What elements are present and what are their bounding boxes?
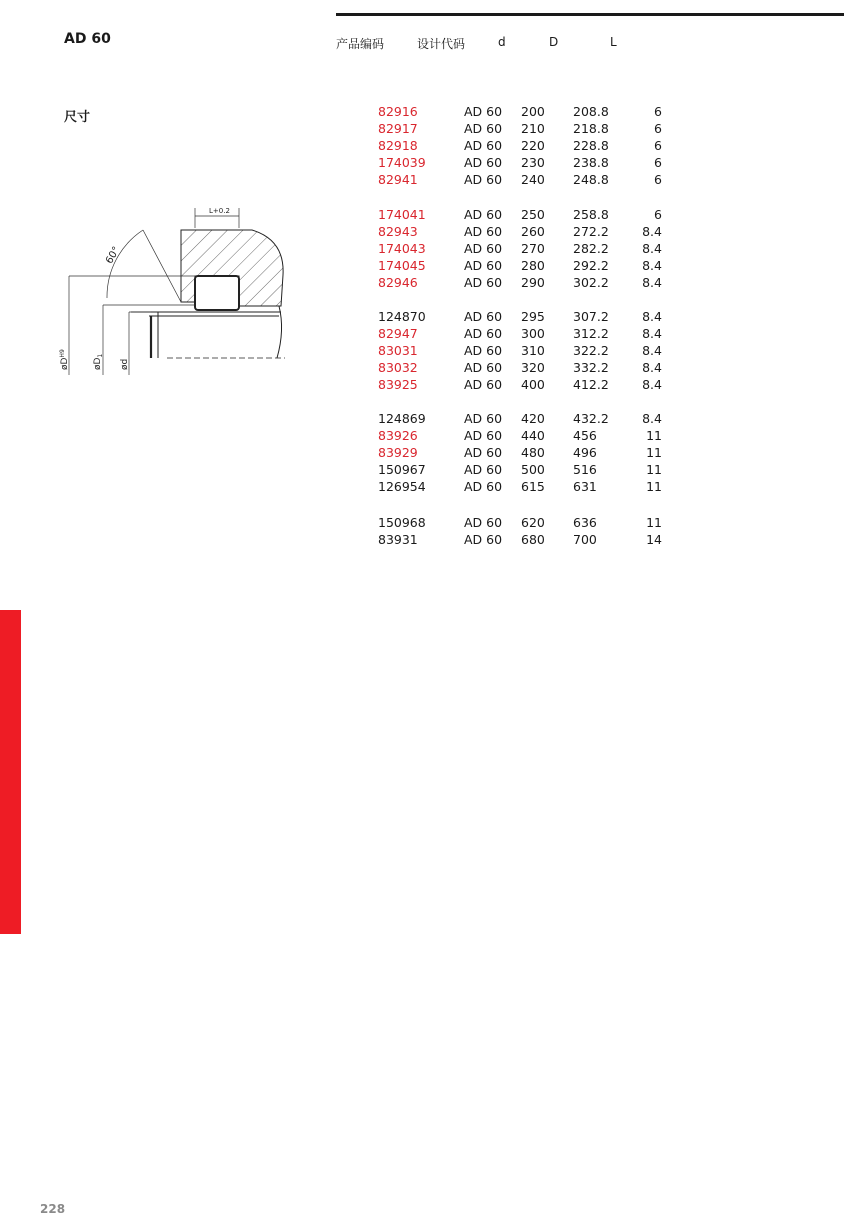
inner-diameter-cell: 280: [521, 258, 545, 273]
design-code-cell: AD 60: [464, 258, 503, 273]
section-color-tab: [0, 610, 21, 934]
inner-diameter-cell: 400: [521, 377, 545, 392]
inner-diameter-cell: 615: [521, 479, 545, 494]
inner-diameter-cell: 300: [521, 326, 545, 341]
design-code-cell: AD 60: [464, 275, 503, 290]
header-rule: [336, 13, 844, 16]
product-code-cell[interactable]: 82946: [378, 275, 418, 290]
dim-d-label: ød: [120, 358, 130, 370]
inner-diameter-cell: 290: [521, 275, 545, 290]
outer-diameter-cell: 332.2: [573, 360, 609, 375]
width-cell: 8.4: [642, 326, 662, 341]
design-code-cell: AD 60: [464, 224, 503, 239]
inner-diameter-cell: 230: [521, 155, 545, 170]
inner-diameter-cell: 480: [521, 445, 545, 460]
product-code-cell[interactable]: 83032: [378, 360, 418, 375]
angle-label: 60°: [104, 244, 123, 266]
product-code-cell[interactable]: 174041: [378, 207, 426, 222]
width-cell: 14: [646, 532, 662, 547]
design-code-cell: AD 60: [464, 411, 503, 426]
table-row: [0, 342, 857, 359]
inner-diameter-cell: 260: [521, 224, 545, 239]
outer-diameter-cell: 432.2: [573, 411, 609, 426]
table-row: [0, 171, 857, 188]
dimensions-label: 尺寸: [64, 110, 91, 125]
product-code-cell[interactable]: 83929: [378, 445, 418, 460]
inner-diameter-cell: 620: [521, 515, 545, 530]
inner-diameter-cell: 500: [521, 462, 545, 477]
design-code-cell: AD 60: [464, 343, 503, 358]
outer-diameter-cell: 412.2: [573, 377, 609, 392]
design-code-cell: AD 60: [464, 326, 503, 341]
table-row: [0, 461, 857, 478]
inner-diameter-cell: 270: [521, 241, 545, 256]
inner-diameter-cell: 295: [521, 309, 545, 324]
dim-L-label: L: [209, 207, 213, 215]
width-cell: 6: [654, 172, 662, 187]
inner-diameter-cell: 320: [521, 360, 545, 375]
table-row: [0, 478, 857, 495]
product-code-cell[interactable]: 82941: [378, 172, 418, 187]
width-cell: 11: [646, 479, 662, 494]
product-code-cell: 150967: [378, 462, 426, 477]
width-cell: 8.4: [642, 309, 662, 324]
design-code-cell: AD 60: [464, 241, 503, 256]
outer-diameter-cell: 248.8: [573, 172, 609, 187]
table-row: [0, 103, 857, 120]
table-row: [0, 325, 857, 342]
header-product-code: 产品编码: [336, 37, 385, 51]
inner-diameter-cell: 210: [521, 121, 545, 136]
width-cell: 11: [646, 445, 662, 460]
outer-diameter-cell: 322.2: [573, 343, 609, 358]
width-cell: 6: [654, 104, 662, 119]
product-code-cell: 124870: [378, 309, 426, 324]
product-code-cell[interactable]: 83031: [378, 343, 418, 358]
page-number: 228: [40, 1202, 66, 1216]
design-code-cell: AD 60: [464, 377, 503, 392]
header-design-code: 设计代码: [417, 37, 466, 51]
product-code-cell: 150968: [378, 515, 426, 530]
product-code-cell[interactable]: 82943: [378, 224, 418, 239]
product-code-cell[interactable]: 82916: [378, 104, 418, 119]
design-code-cell: AD 60: [464, 462, 503, 477]
outer-diameter-cell: 516: [573, 462, 597, 477]
product-code-cell[interactable]: 174039: [378, 155, 426, 170]
table-row: [0, 410, 857, 427]
product-code-cell[interactable]: 82917: [378, 121, 418, 136]
product-title: AD 60: [64, 31, 111, 47]
width-cell: 8.4: [642, 258, 662, 273]
product-code-cell[interactable]: 174045: [378, 258, 426, 273]
width-cell: 8.4: [642, 377, 662, 392]
inner-diameter-cell: 680: [521, 532, 545, 547]
width-cell: 6: [654, 121, 662, 136]
outer-diameter-cell: 302.2: [573, 275, 609, 290]
outer-diameter-cell: 258.8: [573, 207, 609, 222]
design-code-cell: AD 60: [464, 155, 503, 170]
outer-diameter-cell: 238.8: [573, 155, 609, 170]
table-row: [0, 514, 857, 531]
dim-D1-sub: 1: [97, 353, 104, 358]
width-cell: 6: [654, 207, 662, 222]
product-code-cell: 124869: [378, 411, 426, 426]
table-row: [0, 257, 857, 274]
outer-diameter-cell: 312.2: [573, 326, 609, 341]
design-code-cell: AD 60: [464, 532, 503, 547]
dim-L-tolerance: +0.2: [212, 207, 230, 215]
table-row: [0, 223, 857, 240]
design-code-cell: AD 60: [464, 207, 503, 222]
design-code-cell: AD 60: [464, 138, 503, 153]
design-code-cell: AD 60: [464, 121, 503, 136]
header-col-D: D: [549, 35, 559, 49]
table-row: [0, 120, 857, 137]
inner-diameter-cell: 220: [521, 138, 545, 153]
width-cell: 6: [654, 155, 662, 170]
product-code-cell[interactable]: 174043: [378, 241, 426, 256]
product-code-cell[interactable]: 82947: [378, 326, 418, 341]
table-row: [0, 359, 857, 376]
dim-D-h9-label: øD: [60, 357, 70, 370]
design-code-cell: AD 60: [464, 445, 503, 460]
product-code-cell: 126954: [378, 479, 426, 494]
table-row: [0, 240, 857, 257]
inner-diameter-cell: 200: [521, 104, 545, 119]
table-row: [0, 308, 857, 325]
table-row: [0, 154, 857, 171]
outer-diameter-cell: 307.2: [573, 309, 609, 324]
design-code-cell: AD 60: [464, 104, 503, 119]
design-code-cell: AD 60: [464, 479, 503, 494]
width-cell: 8.4: [642, 275, 662, 290]
table-row: [0, 206, 857, 223]
product-code-cell[interactable]: 83926: [378, 428, 418, 443]
product-code-cell: 83931: [378, 532, 418, 547]
product-code-cell[interactable]: 83925: [378, 377, 418, 392]
outer-diameter-cell: 631: [573, 479, 597, 494]
width-cell: 11: [646, 515, 662, 530]
width-cell: 8.4: [642, 411, 662, 426]
outer-diameter-cell: 456: [573, 428, 597, 443]
table-row: [0, 427, 857, 444]
outer-diameter-cell: 282.2: [573, 241, 609, 256]
table-row: [0, 444, 857, 461]
width-cell: 8.4: [642, 241, 662, 256]
inner-diameter-cell: 310: [521, 343, 545, 358]
header-col-d: d: [498, 35, 506, 49]
design-code-cell: AD 60: [464, 515, 503, 530]
table-row: [0, 376, 857, 393]
outer-diameter-cell: 272.2: [573, 224, 609, 239]
header-col-L: L: [610, 35, 617, 49]
outer-diameter-cell: 700: [573, 532, 597, 547]
outer-diameter-cell: 292.2: [573, 258, 609, 273]
table-row: [0, 274, 857, 291]
design-code-cell: AD 60: [464, 309, 503, 324]
design-code-cell: AD 60: [464, 428, 503, 443]
dim-D-h9-sup: H9: [59, 349, 66, 358]
design-code-cell: AD 60: [464, 360, 503, 375]
table-row: [0, 137, 857, 154]
width-cell: 8.4: [642, 224, 662, 239]
outer-diameter-cell: 636: [573, 515, 597, 530]
outer-diameter-cell: 218.8: [573, 121, 609, 136]
width-cell: 11: [646, 428, 662, 443]
width-cell: 11: [646, 462, 662, 477]
inner-diameter-cell: 440: [521, 428, 545, 443]
inner-diameter-cell: 420: [521, 411, 545, 426]
dim-D1-label: øD: [93, 357, 103, 370]
outer-diameter-cell: 496: [573, 445, 597, 460]
inner-diameter-cell: 240: [521, 172, 545, 187]
table-row: [0, 531, 857, 548]
inner-diameter-cell: 250: [521, 207, 545, 222]
design-code-cell: AD 60: [464, 172, 503, 187]
width-cell: 6: [654, 138, 662, 153]
outer-diameter-cell: 228.8: [573, 138, 609, 153]
product-code-cell[interactable]: 82918: [378, 138, 418, 153]
outer-diameter-cell: 208.8: [573, 104, 609, 119]
width-cell: 8.4: [642, 343, 662, 358]
width-cell: 8.4: [642, 360, 662, 375]
